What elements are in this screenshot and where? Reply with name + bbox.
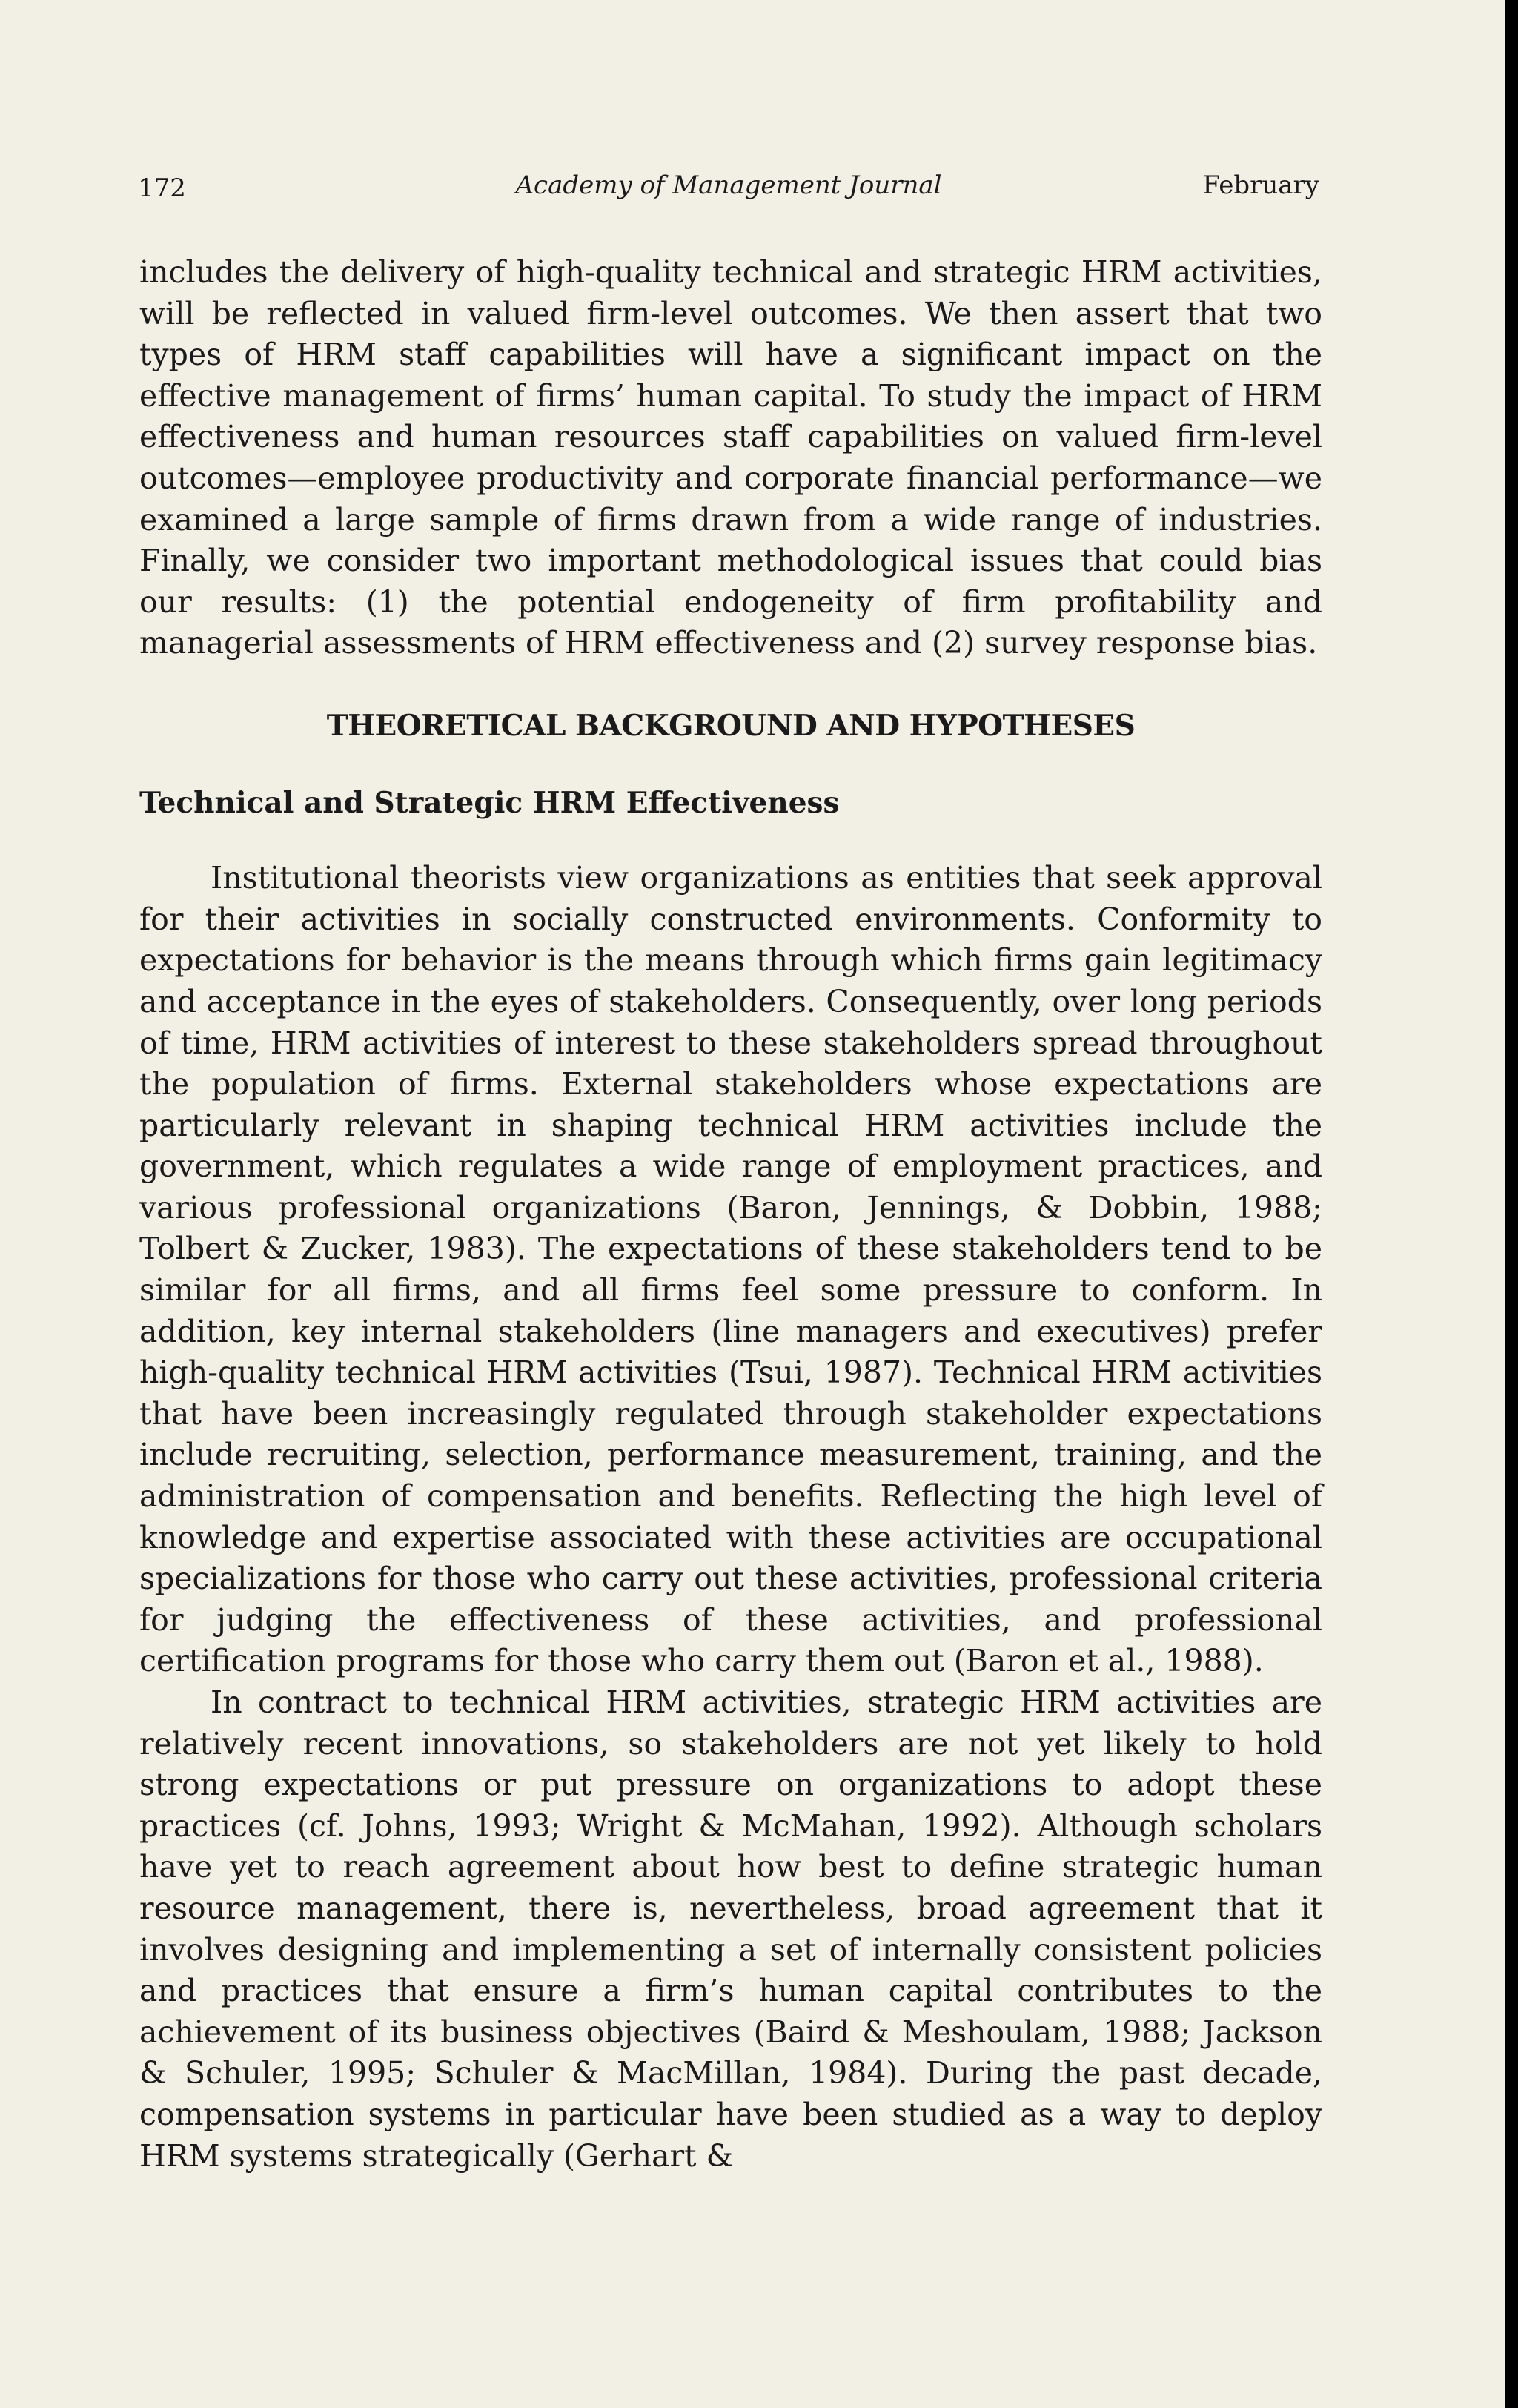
intro-paragraph: includes the delivery of high-quality technical and strategic HRM activities, will be reflected in valued firm-level outcomes. We then assert that two types of HRM staff capabilities will have a significant impact on the effective management of firms’ human capital. To study the impact of HRM effectiveness and human resources staff capabilities on valued firm-level outcomes—employee productivity and corporate financial performance—we examined a large sample of firms drawn from a wide range of industries. Finally, we consider two important methodological issues that could bias our results: (1) the potential endogeneity of firm profitability and managerial assessments of HRM effectiveness and (2) survey response bias.: [139, 254, 1322, 661]
article-body: [139, 252, 1322, 2177]
running-header: [138, 168, 1319, 212]
issue-month: February: [1202, 171, 1319, 200]
paragraph-institutional-theorists: Institutional theorists view organizations as entities that seek approval for their activities in socially constructed environments. Conformity to expectations for behavior is the means through which firms gain legitimacy and acceptance in the eyes of stakeholders. Consequently, over long periods of time, HRM activities of interest to these stakeholders spread throughout the population of firms. External stakeholders whose expectations are particularly relevant in shaping technical HRM activities include the government, which regulates a wide range of employment practices, and various professional organizations (Baron, Jennings, & Dobbin, 1988; Tolbert & Zucker, 1983). The expectations of these stakeholders tend to be similar for all firms, and all firms feel some pressure to conform. In addition, key internal stakeholders (line managers and executives) prefer high-quality technical HRM activities (Tsui, 1987). Technical HRM activities that have been increasingly regulated through stakeholder expectations include recruiting, selection, performance measurement, training, and the administration of compensation and benefits. Reflecting the high level of knowledge and expertise associated with these activities are occupational specializations for those who carry out these activities, professional criteria for judging the effectiveness of these activities, and professional certification programs for those who carry them out (Baron et al., 1988).: [139, 860, 1322, 1679]
paragraph-strategic-hrm: In contract to technical HRM activities, strategic HRM activities are relatively recent innovations, so stakeholders are not yet likely to hold strong expectations or put pressure on organizations to adopt these practices (cf. Johns, 1993; Wright & McMahan, 1992). Although scholars have yet to reach agreement about how best to define strategic human resource management, there is, nevertheless, broad agreement that it involves designing and implementing a set of internally consistent policies and practices that ensure a firm’s human capital contributes to the achievement of its business objectives (Baird & Meshoulam, 1988; Jackson & Schuler, 1995; Schuler & MacMillan, 1984). During the past decade, compensation systems in particular have been studied as a way to deploy HRM systems strategically (Gerhart &: [139, 1684, 1322, 2174]
journal-title: Academy of Management Journal: [515, 171, 942, 200]
section-heading: THEORETICAL BACKGROUND AND HYPOTHESES: [326, 708, 1136, 743]
subsection-heading: Technical and Strategic HRM Effectiveness: [139, 785, 840, 820]
page-number: 172: [138, 173, 186, 203]
